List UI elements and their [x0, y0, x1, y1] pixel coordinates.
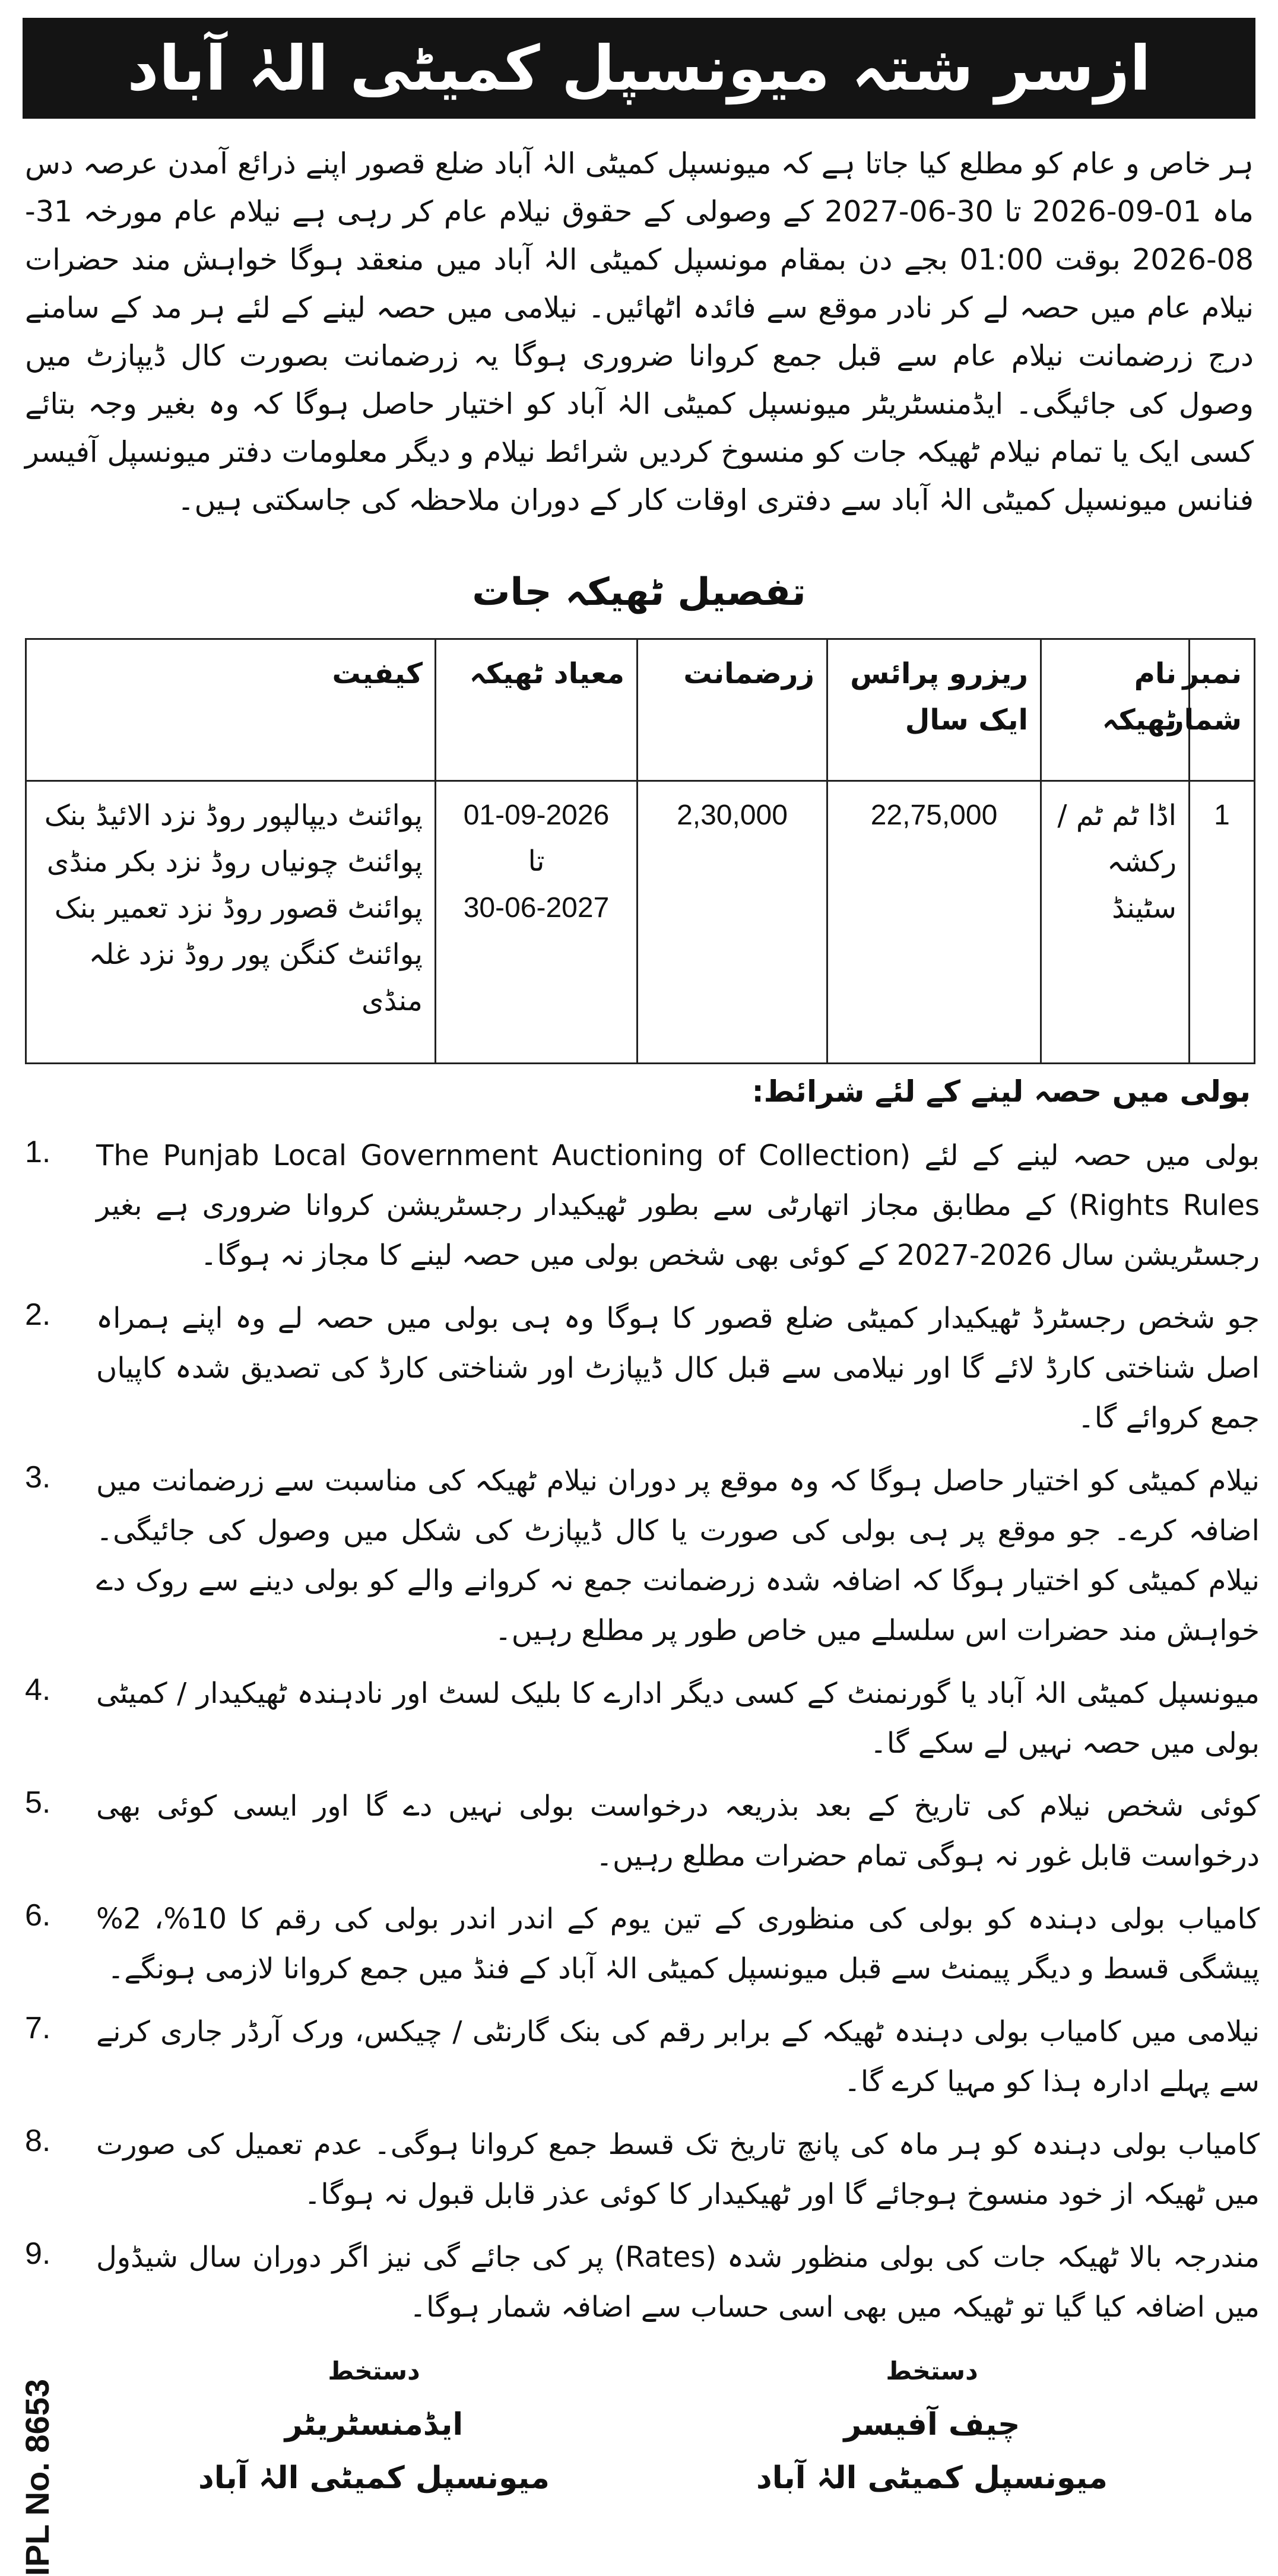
condition-item	[25, 1894, 1260, 1994]
condition-text: نیلامی میں کامیاب بولی دہندہ ٹھیکہ کے برابر رقم کی بنک گارنٹی / چیکس، ورک آرڈر جاری کرنے سے پہلے ادارہ ہذا کو مہیا کرے گا۔	[96, 2015, 1260, 2098]
condition-item	[25, 1131, 1260, 1280]
condition-number: 8.	[25, 2124, 51, 2158]
cell-serial: 1	[1190, 781, 1255, 1064]
condition-text: نیلام کمیٹی کو اختیار حاصل ہوگا کہ وہ موقع پر دوران نیلام ٹھیکہ کی مناسبت سے زرضمانت میں اضافہ کرے۔ جو موقع پر ہی بولی کی صورت یا کال ڈیپازٹ کی شکل میں وصول کی جائیگی۔ نیلام کمیٹی کو اختیار ہوگا کہ اضافہ شدہ زرضمانت جمع نہ کروانے والے کو بولی دینے سے روک دے خواہش مند حضرات اس سلسلے میں خاص طور پر مطلع رہیں۔	[96, 1464, 1260, 1647]
condition-number: 5.	[25, 1785, 51, 1820]
signature-role: چیف آفیسر	[843, 2407, 1020, 2442]
period-to-word: تا	[528, 846, 545, 877]
condition-number: 1.	[25, 1135, 51, 1169]
condition-text: کوئی شخص نیلام کی تاریخ کے بعد بذریعہ درخواست بولی نہیں دے گا اور ایسی کوئی بھی درخواست قابل غور نہ ہوگی تمام حضرات مطلع رہیں۔	[96, 1790, 1260, 1873]
cell-contract-name: اڈا ٹم ٹم / رکشہ سٹینڈ	[1041, 781, 1190, 1064]
cell-period	[436, 781, 638, 1064]
condition-number: 4.	[25, 1673, 51, 1707]
condition-text: مندرجہ بالا ٹھیکہ جات کی بولی منظور شدہ (Rates) پر کی جائے گی نیز اگر دوران سال شیڈول میں اضافہ کیا گیا تو ٹھیکہ میں بھی اسی حساب سے اضافہ شمار ہوگا۔	[96, 2241, 1260, 2324]
header-period: معیاد ٹھیکہ	[436, 639, 638, 781]
remark-line: پوائنٹ دیپالپور روڈ نزد الائیڈ بنک	[44, 799, 423, 832]
table-row	[26, 781, 1255, 1064]
notice-title: ازسر شتہ میونسپل کمیٹی الہٰ آباد	[127, 32, 1151, 104]
header-security: زرضمانت	[638, 639, 827, 781]
signature-label: دستخط	[886, 2356, 978, 2385]
notice-title-bar	[23, 18, 1255, 119]
header-serial: نمبر شمار	[1190, 639, 1255, 781]
condition-number: 7.	[25, 2011, 51, 2045]
condition-item	[25, 1456, 1260, 1655]
condition-number: 6.	[25, 1898, 51, 1933]
condition-number: 9.	[25, 2236, 51, 2271]
condition-number: 2.	[25, 1297, 51, 1332]
conditions-heading: بولی میں حصہ لینے کے لئے شرائط:	[751, 1074, 1251, 1109]
condition-text: جو شخص رجسٹرڈ ٹھیکیدار کمیٹی ضلع قصور کا ہوگا وہ ہی بولی میں حصہ لے وہ اپنے ہمراہ اصل شناختی کارڈ لائے گا اور نیلامی سے قبل کال ڈیپازٹ اور شناختی کارڈ کی تصدیق شدہ کاپیاں جمع کروائے گا۔	[96, 1302, 1260, 1435]
intro-paragraph: ہر خاص و عام کو مطلع کیا جاتا ہے کہ میونسپل کمیٹی الہٰ آباد ضلع قصور اپنے ذرائع آمدن عرصہ دس ماہ 01-09-2026 تا 30-06-2027 کے وصولی کے حقوق نیلام عام کر رہی ہے نیلام عام مورخہ 31-08-2026 بوقت 01:00 بجے دن بمقام مونسپل کمیٹی الہٰ آباد میں منعقد ہوگا خواہش مند حضرات نیلام عام میں حصہ لے کر نادر موقع سے فائدہ اٹھائیں۔ نیلامی میں حصہ لینے کے لئے ہر مد کے سامنے درج زرضمانت نیلام عام سے قبل جمع کروانا ضروری ہوگا یہ زرضمانت بصورت کال ڈیپازٹ میں وصول کی جائیگی۔ ایڈمنسٹریٹر میونسپل کمیٹی الہٰ آباد کو اختیار حاصل ہوگا کہ وہ بغیر وجہ بتائے کسی ایک یا تمام نیلام ٹھیکہ جات کو منسوخ کردیں شرائط نیلام و دیگر معلومات دفتر میونسپل آفیسر فنانس میونسپل کمیٹی الہٰ آباد سے دفتری اوقات کار کے دوران ملاحظہ کی جاسکتی ہیں۔	[25, 147, 1254, 517]
header-remarks: کیفیت	[26, 639, 436, 781]
remark-line: پوائنٹ قصور روڈ نزد تعمیر بنک	[54, 892, 423, 925]
condition-item	[25, 1668, 1260, 1768]
condition-text: کامیاب بولی دہندہ کو بولی کی منظوری کے تین یوم کے اندر اندر بولی کی رقم کا 10%، 2% پیشگی قسط و دیگر پیمنٹ سے قبل میونسپل کمیٹی الہٰ آباد کے فنڈ میں جمع کروانا لازمی ہونگے۔	[96, 1902, 1260, 1985]
table-heading: تفصیل ٹھیکہ جات	[472, 570, 806, 614]
condition-item	[25, 1293, 1260, 1443]
conditions-list	[25, 1131, 1260, 2345]
condition-text: کامیاب بولی دہندہ کو ہر ماہ کی پانچ تاریخ تک قسط جمع کروانا ہوگی۔ عدم تعمیل کی صورت میں ٹھیکہ از خود منسوخ ہوجائے گا اور ٹھیکیدار کا کوئی عذر قابل قبول نہ ہوگا۔	[96, 2128, 1260, 2211]
signature-role: ایڈمنسٹریٹر	[284, 2407, 464, 2442]
signature-block-administrator	[196, 2345, 552, 2505]
signature-org: میونسپل کمیٹی الہٰ آباد	[756, 2460, 1108, 2496]
signature-label: دستخط	[328, 2356, 420, 2385]
condition-item	[25, 2007, 1260, 2107]
period-to: 30-06-2027	[463, 892, 610, 924]
signature-org: میونسپل کمیٹی الہٰ آباد	[198, 2460, 550, 2496]
condition-number: 3.	[25, 1460, 51, 1495]
header-reserve-price: ریزرو پرائس ایک سال	[827, 639, 1041, 781]
condition-item	[25, 2120, 1260, 2219]
period-from: 01-09-2026	[463, 800, 610, 831]
condition-item	[25, 2232, 1260, 2332]
table-header-row	[26, 639, 1255, 781]
condition-text: میونسپل کمیٹی الہٰ آباد یا گورنمنٹ کے کسی دیگر ادارے کا بلیک لسٹ اور نادہندہ ٹھیکیدار / کمیٹی بولی میں حصہ نہیں لے سکے گا۔	[96, 1677, 1260, 1760]
condition-item	[25, 1781, 1260, 1881]
remark-line: پوائنٹ چونیاں روڈ نزد بکر منڈی	[46, 845, 423, 878]
condition-text: بولی میں حصہ لینے کے لئے (The Punjab Local Government Auctioning of Collection Rights Rules) کے مطابق مجاز اتھارٹی سے بطور ٹھیکیدار رجسٹریشن کروانا ضروری ہے بغیر رجسٹریشن سال 2026-2027 کے کوئی بھی شخص بولی میں حصہ لینے کا مجاز نہ ہوگا۔	[96, 1139, 1260, 1272]
cell-reserve-price: 22,75,000	[827, 781, 1041, 1064]
signature-block-chief-officer	[742, 2345, 1122, 2505]
cell-remarks	[26, 781, 436, 1064]
header-contract-name: نام ٹھیکہ	[1041, 639, 1190, 781]
cell-security: 2,30,000	[638, 781, 827, 1064]
ipl-number: IPL No. 8653	[18, 2378, 56, 2576]
remark-line: پوائنٹ کنگن پور روڈ نزد غلہ منڈی	[88, 938, 423, 1017]
contracts-table	[25, 638, 1255, 1064]
